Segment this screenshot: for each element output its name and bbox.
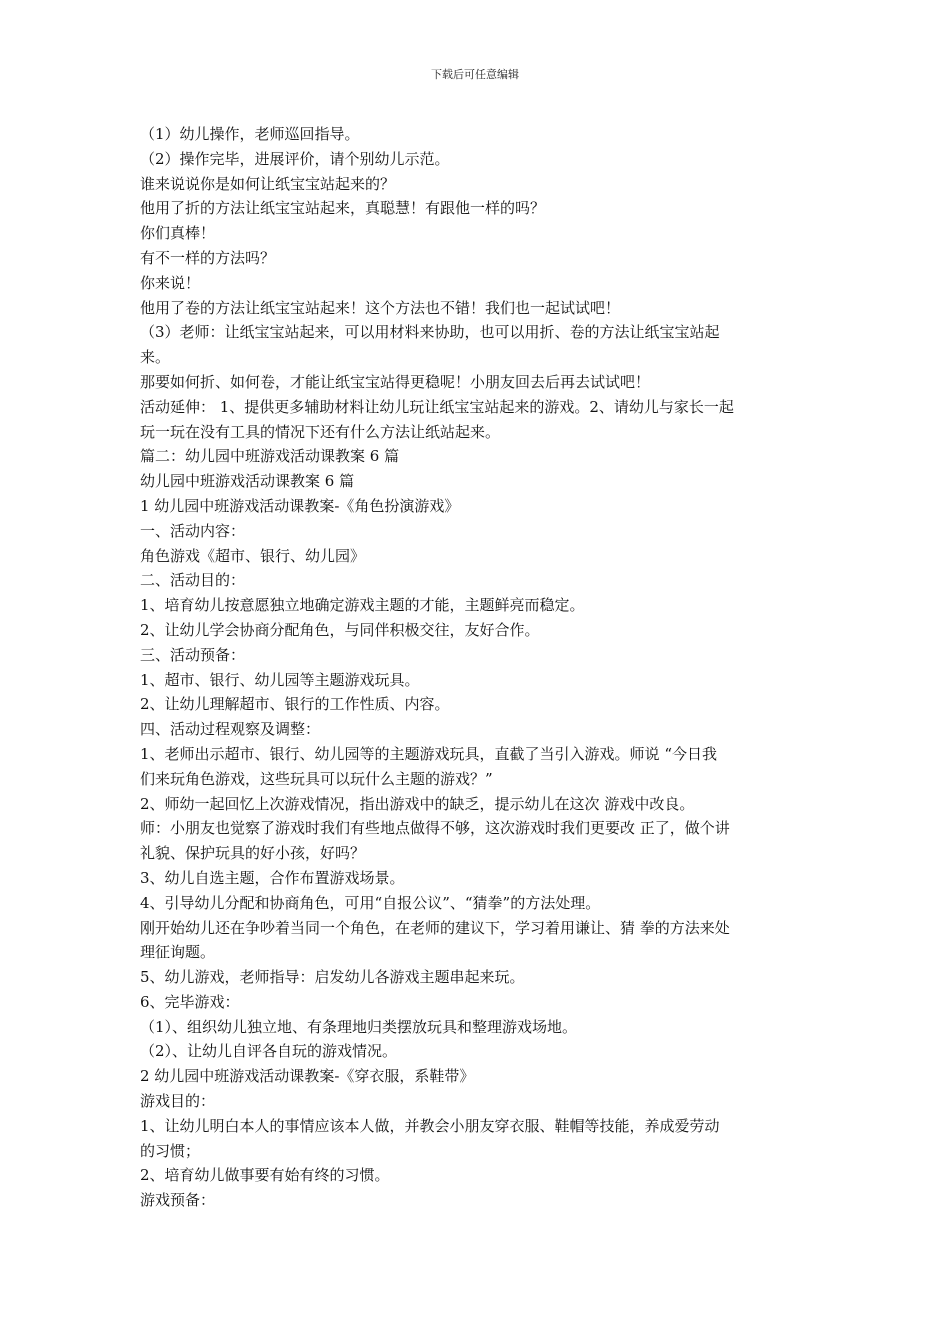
text-line: 1、培育幼儿按意愿独立地确定游戏主题的才能，主题鲜亮而稳定。 (140, 596, 585, 615)
text-line: 2、师幼一起回忆上次游戏情况，指出游戏中的缺乏，提示幼儿在这次 游戏中改良。 (140, 794, 695, 813)
text-line: 三、活动预备： (140, 645, 246, 664)
text-line: 理征询题。 (140, 943, 216, 962)
text-line: （1）幼儿操作，老师巡回指导。 (140, 125, 360, 143)
text-line: 3、幼儿自选主题，合作布置游戏场景。 (140, 868, 405, 887)
text-line: 们来玩角色游戏，这些玩具可以玩什么主题的游戏？” (140, 769, 493, 788)
text-line: 有不一样的方法吗？ (140, 248, 276, 267)
text-line: 来。 (140, 348, 171, 367)
text-line: 游戏目的： (140, 1092, 216, 1111)
text-line: 你们真棒！ (140, 224, 216, 243)
text-line: 那要如何折、如何卷，才能让纸宝宝站得更稳呢！小朋友回去后再去试试吧！ (140, 372, 651, 391)
text-line: 5、幼儿游戏，老师指导：启发幼儿各游戏主题串起来玩。 (140, 968, 525, 987)
text-line: 1 幼儿园中班游戏活动课教案-《角色扮演游戏》 (140, 496, 460, 515)
text-line: 1、老师出示超市、银行、幼儿园等的主题游戏玩具，直截了当引入游戏。师说 “今日我 (140, 744, 717, 763)
text-line: （2）操作完毕，进展评价，请个别幼儿示范。 (140, 149, 450, 168)
page-header: 下载后可任意编辑 (431, 68, 519, 81)
text-line: 2 幼儿园中班游戏活动课教案-《穿衣服，系鞋带》 (140, 1067, 475, 1086)
text-line: （2）、让幼儿自评各自玩的游戏情况。 (140, 1042, 398, 1061)
text-line: （3）老师：让纸宝宝站起来，可以用材料来协助，也可以用折、卷的方法让纸宝宝站起 (140, 323, 720, 342)
document-body (140, 122, 812, 1213)
text-line: （1）、组织幼儿独立地、有条理地归类摆放玩具和整理游戏场地。 (140, 1017, 578, 1036)
text-line: 四、活动过程观察及调整： (140, 720, 321, 739)
text-line: 2、让幼儿理解超市、银行的工作性质、内容。 (140, 695, 450, 714)
text-line: 4、引导幼儿分配和协商角色，可用“自报公议”、“猜拳”的方法处理。 (140, 893, 601, 912)
text-line: 玩一玩在没有工具的情况下还有什么方法让纸站起来。 (140, 422, 501, 441)
text-line: 游戏预备： (140, 1191, 216, 1210)
text-line: 角色游戏《超市、银行、幼儿园》 (140, 546, 366, 565)
text-line: 刚开始幼儿还在争吵着当同一个角色，在老师的建议下，学习着用谦让、猜 拳的方法来处 (140, 918, 730, 937)
text-line: 师：小朋友也觉察了游戏时我们有些地点做得不够，这次游戏时我们更要改 正了，做个讲 (140, 819, 730, 838)
text-line: 他用了卷的方法让纸宝宝站起来！这个方法也不错！我们也一起试试吧！ (140, 298, 621, 317)
text-line: 1、超市、银行、幼儿园等主题游戏玩具。 (140, 670, 420, 689)
text-line: 一、活动内容： (140, 521, 246, 540)
text-line: 谁来说说你是如何让纸宝宝站起来的？ (140, 174, 396, 193)
text-line: 你来说！ (140, 273, 201, 292)
text-line: 2、让幼儿学会协商分配角色，与同伴积极交往，友好合作。 (140, 620, 540, 639)
text-line: 的习惯； (140, 1141, 201, 1160)
text-line: 他用了折的方法让纸宝宝站起来，真聪慧！有跟他一样的吗？ (140, 199, 546, 218)
text-line: 6、完毕游戏： (140, 992, 240, 1011)
text-line: 2、培育幼儿做事要有始有终的习惯。 (140, 1166, 390, 1185)
text-line: 1、让幼儿明白本人的事情应该本人做，并教会小朋友穿衣服、鞋帽等技能，养成爱劳动 (140, 1116, 720, 1135)
text-line: 礼貌、保护玩具的好小孩，好吗？ (140, 844, 366, 863)
section-heading: 篇二：幼儿园中班游戏活动课教案 6 篇 (140, 447, 400, 466)
text-line: 活动延伸： 1、提供更多辅助材料让幼儿玩让纸宝宝站起来的游戏。2、请幼儿与家长一起 (140, 397, 734, 416)
text-line: 幼儿园中班游戏活动课教案 6 篇 (140, 472, 355, 491)
text-line: 二、活动目的： (140, 571, 246, 590)
